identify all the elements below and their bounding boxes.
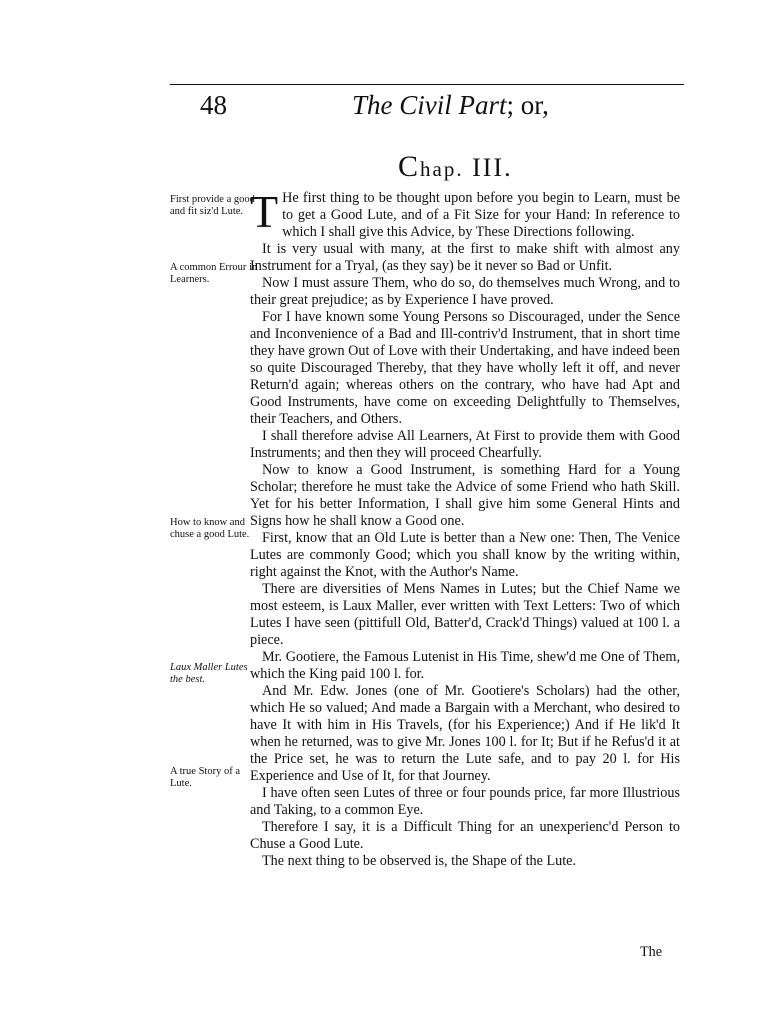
paragraph: I shall therefore advise All Learners, At First to provide them with Good Instruments; and then they will proceed Chearfully. bbox=[250, 428, 680, 461]
paragraph: For I have known some Young Persons so Discouraged, under the Sence and Inconvenience of a Bad and Ill-contriv'd Instrument, that in short time they have grown Out of Love with their Undertaking, and have indeed been so quite Discouraged Thereby, that they have wholly left it off, and never Return'd again; whereas others on the contrary, who have had Apt and Good Instruments, have come on exceeding Delightfully to Themselves, their Teachers, and Others. bbox=[250, 309, 680, 427]
paragraph: Mr. Gootiere, the Famous Lutenist in His Time, shew'd me One of Them, which the King paid 100 l. for. bbox=[250, 649, 680, 682]
chapter-heading-cap: C bbox=[398, 150, 421, 183]
marginal-note: A true Story of a Lute. bbox=[170, 766, 240, 789]
header-rule bbox=[170, 84, 684, 85]
paragraph: And Mr. Edw. Jones (one of Mr. Gootiere's Scholars) had the other, which He so valued; And made a Bargain with a Merchant, who desired to have It with him in His Travels, (for his Experience;) And if He lik'd It when he returned, was to give Mr. Jones 100 l. for It; But if he Refus'd it at the Price set, he was to return the Lute safe, and to pay 20 l. for His Experience and Use of It, for that Journey. bbox=[250, 683, 680, 784]
marginal-note: Laux Maller Lutes the best. bbox=[170, 662, 248, 685]
running-title-text: The Civil Part bbox=[352, 90, 507, 120]
marginal-note: First provide a good and fit siz'd Lute. bbox=[170, 194, 255, 217]
paragraph: It is very usual with many, at the first to make shift with almost any Instrument for a Tryal, (as they say) be it never so Bad or Unfit. bbox=[250, 241, 680, 274]
running-title-suffix: ; or, bbox=[506, 90, 549, 120]
paragraph: I have often seen Lutes of three or four pounds price, far more Illustrious and Taking, to a common Eye. bbox=[250, 785, 680, 818]
catchword: The bbox=[640, 944, 663, 960]
paragraph: Now to know a Good Instrument, is something Hard for a Young Scholar; therefore he must take the Advice of some Friend who hath Skill. Yet for his better Information, I shall give him some General Hints and Signs how he shall know a Good one. bbox=[250, 462, 680, 529]
paragraph: Now I must assure Them, who do so, do themselves much Wrong, and to their great prejudice; as by Experience I have proved. bbox=[250, 275, 680, 308]
paragraph: There are diversities of Mens Names in Lutes; but the Chief Name we most esteem, is Laux Maller, ever written with Text Letters: Two of which Lutes I have seen (pittifull Old, Batter'd, Crack'd Things) valued at 100 l. a piece. bbox=[250, 581, 680, 648]
page-number: 48 bbox=[200, 90, 227, 120]
paragraph-text: He first thing to be thought upon before you begin to Learn, must be to get a Good Lute, and of a Fit Size for your Hand: In reference to which I shall give this Advice, by These Directions following. bbox=[282, 190, 680, 240]
marginal-note: A common Errour in Learners. bbox=[170, 262, 258, 285]
chapter-heading bbox=[398, 150, 513, 184]
chapter-body bbox=[250, 186, 680, 870]
chapter-heading-rest: hap. bbox=[420, 157, 464, 181]
chapter-numeral: III. bbox=[472, 153, 513, 182]
drop-cap: T bbox=[250, 186, 279, 237]
paragraph: The next thing to be observed is, the Shape of the Lute. bbox=[262, 853, 577, 869]
marginal-note: How to know and chuse a good Lute. bbox=[170, 517, 250, 540]
running-title bbox=[352, 90, 549, 121]
paragraph: First, know that an Old Lute is better than a New one: Then, The Venice Lutes are commonly Good; which you shall know by the writing within, right against the Knot, with the Author's Name. bbox=[250, 530, 680, 580]
paragraph: Therefore I say, it is a Difficult Thing for an unexperienc'd Person to Chuse a Good Lute. bbox=[250, 819, 680, 852]
paragraph bbox=[250, 186, 680, 241]
